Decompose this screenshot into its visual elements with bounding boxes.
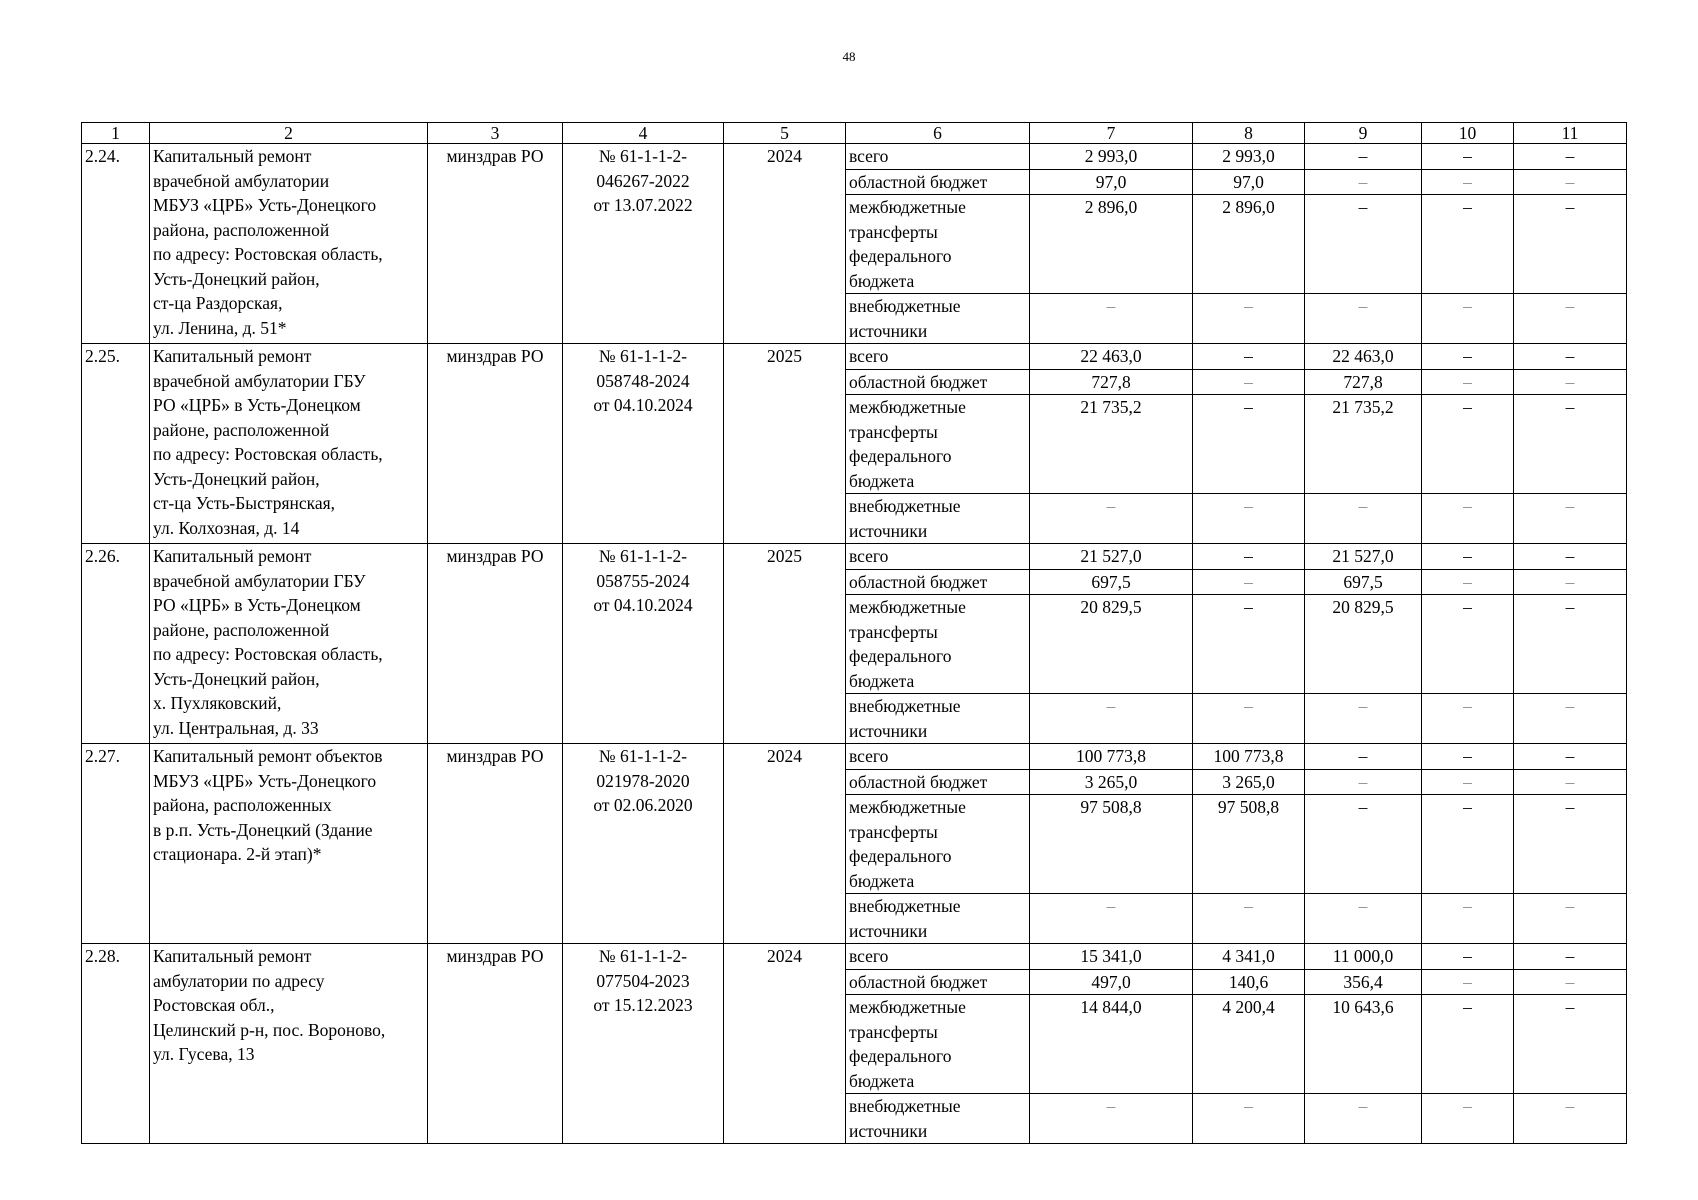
object-name-line: стационара. 2-й этап)* [153,844,322,864]
funding-source-line: бюджета [849,470,915,491]
funding-value: – [1193,344,1305,370]
funding-value: – [1422,1094,1514,1144]
object-name-line: Усть-Донецкий район, [153,468,320,489]
funding-value: 100 773,8 [1030,744,1193,770]
funding-value: – [1193,369,1305,395]
object-name-line: по адресу: Ростовская область, [153,644,383,664]
funding-source-line: всего [849,946,889,966]
funding-value: 2 993,0 [1030,144,1193,170]
executor: минздрав РО [428,744,563,944]
funding-value: – [1305,744,1422,770]
funding-source [846,995,1030,1094]
expertise-document-line: от 04.10.2024 [593,595,693,615]
funding-value: 21 527,0 [1305,544,1422,570]
funding-value: 140,6 [1193,969,1305,995]
funding-value: – [1422,694,1514,744]
expertise-document-line: от 02.06.2020 [593,795,693,815]
budget-table [81,122,1627,1144]
funding-source [846,544,1030,570]
funding-value: – [1422,995,1514,1094]
object-name-line: РО «ЦРБ» в Усть-Донецком [153,395,361,415]
funding-value: – [1422,969,1514,995]
expertise-document-line: № 61-1-1-2- [598,946,688,966]
table-row [82,744,1627,770]
funding-source-line: бюджета [849,1070,915,1091]
table-row [82,544,1627,570]
funding-value: – [1193,595,1305,694]
funding-value: – [1305,894,1422,944]
funding-value: – [1305,494,1422,544]
expertise-document [563,544,724,744]
funding-value: 4 341,0 [1193,944,1305,970]
completion-year: 2024 [724,744,846,944]
object-name-line: ул. Ленина, д. 51* [153,317,287,338]
page-number: 48 [842,49,856,64]
funding-value: – [1514,595,1627,694]
funding-source [846,795,1030,894]
funding-value: – [1193,894,1305,944]
object-name-line: по адресу: Ростовская область, [153,244,383,264]
funding-value: – [1514,195,1627,294]
funding-value: – [1030,294,1193,344]
object-name [150,944,428,1144]
object-name-line: Капитальный ремонт [153,946,312,966]
funding-source-line: трансферты [849,421,938,442]
column-number: 7 [1030,123,1193,144]
funding-source-line: межбюджетные [849,397,966,417]
object-name [150,344,428,544]
funding-value: 11 000,0 [1305,944,1422,970]
funding-value: 697,5 [1305,569,1422,595]
funding-source [846,595,1030,694]
funding-value: 727,8 [1030,369,1193,395]
object-name [150,544,428,744]
completion-year: 2024 [724,944,846,1144]
funding-value: 2 896,0 [1030,195,1193,294]
object-name [150,144,428,344]
object-name-line: районе, расположенной [153,419,330,440]
executor: минздрав РО [428,344,563,544]
funding-source-line: межбюджетные [849,997,966,1017]
object-name-line: амбулатории по адресу [153,970,325,991]
funding-value: – [1514,344,1627,370]
item-number: 2.28. [82,944,150,1144]
funding-source-line: внебюджетные [849,496,961,516]
funding-source-line: межбюджетные [849,797,966,817]
funding-value: – [1422,744,1514,770]
funding-source-line: федерального [849,1046,952,1066]
funding-value: 97 508,8 [1030,795,1193,894]
funding-source-line: трансферты [849,821,938,842]
object-name-line: Капитальный ремонт [153,546,312,566]
funding-source [846,395,1030,494]
object-name-line: врачебной амбулатории ГБУ [153,570,366,591]
column-number: 4 [563,123,724,144]
funding-source [846,344,1030,370]
column-number-row [82,123,1627,144]
funding-value: – [1422,544,1514,570]
funding-value: – [1422,395,1514,494]
funding-source [846,169,1030,195]
object-name-line: Усть-Донецкий район, [153,268,320,289]
funding-value: 3 265,0 [1030,769,1193,795]
column-number: 8 [1193,123,1305,144]
expertise-document-line: № 61-1-1-2- [598,546,688,566]
funding-source-line: всего [849,746,889,766]
column-number: 9 [1305,123,1422,144]
funding-source [846,195,1030,294]
object-name-line: района, расположенной [153,219,330,240]
object-name-line: ул. Колхозная, д. 14 [153,517,300,538]
funding-value: – [1514,795,1627,894]
funding-source-line: источники [849,920,928,941]
funding-source [846,144,1030,170]
funding-value: – [1514,944,1627,970]
funding-value: – [1514,894,1627,944]
funding-source-line: бюджета [849,870,915,891]
funding-value: 10 643,6 [1305,995,1422,1094]
executor: минздрав РО [428,544,563,744]
funding-value: 21 527,0 [1030,544,1193,570]
funding-value: – [1305,694,1422,744]
object-name-line: ст-ца Усть-Быстрянская, [153,493,336,513]
funding-source-line: федерального [849,646,952,666]
funding-value: – [1193,569,1305,595]
funding-source-line: трансферты [849,621,938,642]
funding-value: – [1514,569,1627,595]
expertise-document-line: от 15.12.2023 [593,995,693,1015]
column-number: 3 [428,123,563,144]
funding-value: – [1305,294,1422,344]
object-name-line: Капитальный ремонт объектов [153,746,383,766]
funding-value: 14 844,0 [1030,995,1193,1094]
funding-value: – [1514,144,1627,170]
funding-value: 2 896,0 [1193,195,1305,294]
item-number: 2.27. [82,744,150,944]
funding-source-line: источники [849,1120,928,1141]
funding-value: – [1422,294,1514,344]
funding-value: – [1514,1094,1627,1144]
object-name-line: районе, расположенной [153,619,330,640]
funding-value: – [1514,294,1627,344]
table-row [82,144,1627,170]
expertise-document-line: от 04.10.2024 [593,395,693,415]
funding-source-line: федерального [849,846,952,866]
funding-source-line: источники [849,320,928,341]
funding-source [846,294,1030,344]
expertise-document-line: 058748-2024 [596,370,690,391]
funding-value: – [1193,694,1305,744]
funding-source-line: областной бюджет [849,171,988,192]
funding-source-line: межбюджетные [849,597,966,617]
funding-source [846,969,1030,995]
funding-source [846,894,1030,944]
expertise-document [563,144,724,344]
expertise-document [563,744,724,944]
object-name-line: врачебной амбулатории [153,170,330,191]
funding-value: – [1422,369,1514,395]
funding-source [846,694,1030,744]
funding-source [846,1094,1030,1144]
funding-value: 497,0 [1030,969,1193,995]
object-name-line: х. Пухляковский, [153,693,282,713]
object-name-line: Ростовская обл., [153,995,275,1015]
funding-value: – [1305,169,1422,195]
column-number: 5 [724,123,846,144]
funding-value: – [1305,769,1422,795]
funding-value: – [1422,944,1514,970]
funding-source [846,569,1030,595]
funding-value: 697,5 [1030,569,1193,595]
funding-value: – [1514,169,1627,195]
funding-value: – [1422,595,1514,694]
funding-value: – [1030,694,1193,744]
funding-value: – [1193,1094,1305,1144]
item-number: 2.25. [82,344,150,544]
funding-source-line: бюджета [849,270,915,291]
funding-value: – [1422,169,1514,195]
expertise-document-line: 021978-2020 [596,770,690,791]
funding-value: – [1422,195,1514,294]
object-name-line: ст-ца Раздорская, [153,293,283,313]
column-number: 1 [82,123,150,144]
funding-source-line: федерального [849,446,952,466]
funding-value: – [1514,544,1627,570]
funding-value: – [1305,144,1422,170]
object-name-line: МБУЗ «ЦРБ» Усть-Донецкого [153,770,377,791]
expertise-document-line: 077504-2023 [596,970,690,991]
funding-value: – [1193,544,1305,570]
funding-source-line: всего [849,146,889,166]
funding-source [846,369,1030,395]
funding-value: – [1030,1094,1193,1144]
funding-value: – [1514,369,1627,395]
expertise-document-line: 058755-2024 [596,570,690,591]
executor: минздрав РО [428,944,563,1144]
funding-value: 20 829,5 [1030,595,1193,694]
funding-value: – [1193,395,1305,494]
object-name-line: в р.п. Усть-Донецкий (Здание [153,819,373,840]
funding-source-line: внебюджетные [849,296,961,316]
funding-value: – [1514,395,1627,494]
completion-year: 2025 [724,344,846,544]
object-name-line: ул. Гусева, 13 [153,1044,255,1064]
funding-source-line: трансферты [849,1021,938,1042]
funding-source-line: внебюджетные [849,1096,961,1116]
object-name-line: Целинский р-н, пос. Вороново, [153,1019,386,1040]
funding-value: 97 508,8 [1193,795,1305,894]
funding-value: 97,0 [1193,169,1305,195]
funding-value: 21 735,2 [1305,395,1422,494]
expertise-document-line: от 13.07.2022 [593,195,693,215]
funding-source-line: областной бюджет [849,371,988,392]
funding-value: – [1422,894,1514,944]
table-row [82,344,1627,370]
column-number: 10 [1422,123,1514,144]
funding-value: – [1514,769,1627,795]
funding-value: 100 773,8 [1193,744,1305,770]
funding-value: – [1422,569,1514,595]
funding-value: 15 341,0 [1030,944,1193,970]
funding-source-line: бюджета [849,670,915,691]
funding-value: – [1422,344,1514,370]
funding-source-line: всего [849,346,889,366]
funding-source-line: трансферты [849,221,938,242]
object-name-line: врачебной амбулатории ГБУ [153,370,366,391]
item-number: 2.24. [82,144,150,344]
expertise-document-line: № 61-1-1-2- [598,746,688,766]
funding-value: – [1305,795,1422,894]
expertise-document-line: 046267-2022 [596,170,690,191]
funding-source-line: внебюджетные [849,896,961,916]
funding-value: – [1514,744,1627,770]
column-number: 2 [150,123,428,144]
funding-value: – [1422,795,1514,894]
funding-value: – [1193,494,1305,544]
funding-value: 22 463,0 [1305,344,1422,370]
funding-source-line: источники [849,520,928,541]
funding-source-line: межбюджетные [849,197,966,217]
funding-value: – [1305,1094,1422,1144]
expertise-document [563,344,724,544]
funding-value: 21 735,2 [1030,395,1193,494]
completion-year: 2024 [724,144,846,344]
object-name-line: Усть-Донецкий район, [153,668,320,689]
object-name-line: РО «ЦРБ» в Усть-Донецком [153,595,361,615]
funding-value: – [1422,769,1514,795]
funding-source-line: областной бюджет [849,771,988,792]
funding-value: 727,8 [1305,369,1422,395]
funding-value: 3 265,0 [1193,769,1305,795]
funding-source [846,744,1030,770]
funding-source [846,769,1030,795]
funding-source [846,944,1030,970]
completion-year: 2025 [724,544,846,744]
funding-value: 2 993,0 [1193,144,1305,170]
funding-source-line: внебюджетные [849,696,961,716]
funding-value: 4 200,4 [1193,995,1305,1094]
funding-value: 20 829,5 [1305,595,1422,694]
funding-value: – [1422,494,1514,544]
funding-value: – [1030,894,1193,944]
funding-source-line: всего [849,546,889,566]
column-number: 6 [846,123,1030,144]
funding-value: 356,4 [1305,969,1422,995]
object-name-line: по адресу: Ростовская область, [153,444,383,464]
object-name-line: Капитальный ремонт [153,146,312,166]
funding-value: 22 463,0 [1030,344,1193,370]
funding-value: 97,0 [1030,169,1193,195]
funding-value: – [1514,694,1627,744]
object-name-line: Капитальный ремонт [153,346,312,366]
funding-source-line: источники [849,720,928,741]
column-number: 11 [1514,123,1627,144]
funding-source [846,494,1030,544]
funding-source-line: областной бюджет [849,571,988,592]
funding-source-line: федерального [849,246,952,266]
expertise-document [563,944,724,1144]
executor: минздрав РО [428,144,563,344]
funding-value: – [1514,995,1627,1094]
funding-value: – [1422,144,1514,170]
expertise-document-line: № 61-1-1-2- [598,346,688,366]
funding-value: – [1514,494,1627,544]
funding-value: – [1030,494,1193,544]
object-name [150,744,428,944]
item-number: 2.26. [82,544,150,744]
funding-value: – [1305,195,1422,294]
object-name-line: ул. Центральная, д. 33 [153,717,319,738]
funding-value: – [1514,969,1627,995]
object-name-line: МБУЗ «ЦРБ» Усть-Донецкого [153,195,377,215]
funding-source-line: областной бюджет [849,971,988,992]
expertise-document-line: № 61-1-1-2- [598,146,688,166]
table-row [82,944,1627,970]
funding-value: – [1193,294,1305,344]
object-name-line: района, расположенных [153,795,332,815]
